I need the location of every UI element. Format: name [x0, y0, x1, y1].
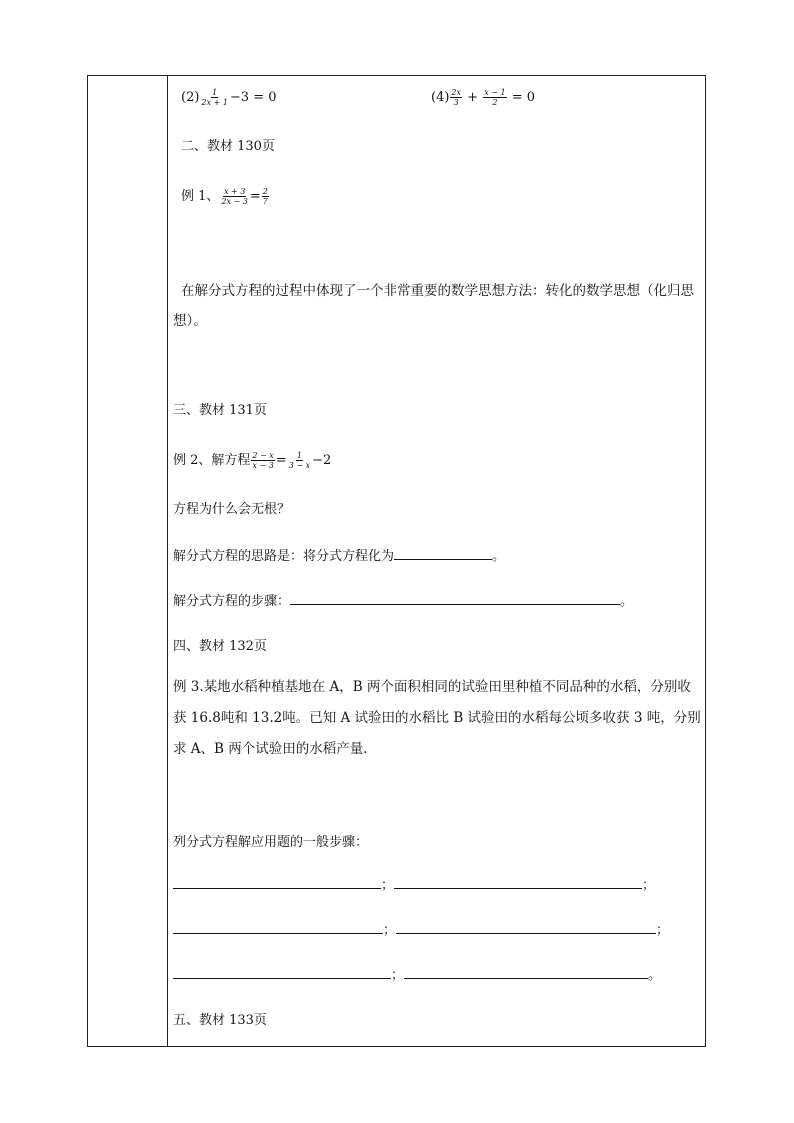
- fraction: [251, 451, 274, 470]
- numerator: 2x: [451, 88, 462, 97]
- fraction: [450, 88, 462, 107]
- answer-blank[interactable]: [173, 966, 391, 979]
- equation-2: [181, 88, 277, 108]
- example-1: [181, 187, 270, 207]
- separator: ；: [381, 878, 395, 893]
- fraction: [483, 88, 506, 107]
- equation-rest: = 0: [511, 90, 536, 105]
- answer-blank[interactable]: [173, 876, 381, 889]
- blank-row-2: [173, 921, 669, 941]
- section-heading-2: 二、教材 130页: [181, 139, 275, 154]
- denominator: 2: [492, 98, 498, 107]
- punctuation: 。: [620, 594, 634, 609]
- example-label: 例 1、: [181, 189, 220, 204]
- column-divider: [167, 75, 168, 1047]
- denominator: 7: [262, 197, 268, 206]
- separator: ；: [391, 968, 405, 983]
- blank-row-1: [173, 876, 655, 896]
- fraction: [262, 187, 269, 206]
- solving-idea: [173, 547, 505, 567]
- answer-blank[interactable]: [290, 592, 620, 605]
- question-no-root: 方程为什么会无根？: [173, 502, 291, 517]
- answer-blank[interactable]: [394, 547, 492, 560]
- numerator: 2: [262, 187, 268, 196]
- section-heading-5: 五、教材 133页: [173, 1013, 267, 1028]
- blank-row-3: [173, 966, 661, 986]
- solving-steps: [173, 592, 633, 612]
- numerator: 1: [212, 88, 218, 97]
- example-2: [173, 451, 331, 471]
- example-label: 例 2、解方程: [173, 453, 251, 468]
- idea-text: 解分式方程的思路是：将分式方程化为: [173, 549, 395, 564]
- equation-rest: −3 = 0: [229, 90, 277, 105]
- equation-label: (2): [181, 90, 200, 105]
- section-heading-3: 三、教材 131页: [173, 403, 267, 418]
- separator: ；: [656, 923, 670, 938]
- separator: ；: [383, 923, 397, 938]
- equals-sign: =: [249, 189, 261, 204]
- plus-sign: +: [467, 90, 479, 105]
- fraction: [200, 88, 228, 107]
- steps-text: 解分式方程的步骤：: [173, 594, 291, 609]
- numerator: x + 3: [223, 187, 246, 196]
- fraction: [220, 187, 248, 206]
- numerator: x − 1: [484, 88, 506, 97]
- denominator: 2x + 1: [201, 98, 228, 107]
- denominator: 3 − x: [288, 461, 311, 470]
- denominator: x − 3: [252, 461, 274, 470]
- equation-4: [431, 88, 535, 108]
- separator: ；: [642, 878, 656, 893]
- general-steps-heading: 列分式方程解应用题的一般步骤：: [173, 835, 369, 850]
- equals-sign: =: [275, 453, 287, 468]
- denominator: 2x − 3: [221, 197, 248, 206]
- punctuation: 。: [648, 968, 662, 983]
- answer-blank[interactable]: [394, 876, 642, 889]
- section-heading-4: 四、教材 132页: [173, 639, 267, 654]
- denominator: 3: [453, 98, 459, 107]
- answer-blank[interactable]: [404, 966, 648, 979]
- method-paragraph: 在解分式方程的过程中体现了一个非常重要的数学思想方法：转化的数学思想（化归思想）。: [173, 283, 694, 329]
- numerator: 2 − x: [252, 451, 274, 460]
- answer-blank[interactable]: [396, 921, 656, 934]
- fraction: [288, 451, 311, 470]
- equation-label: (4): [431, 90, 450, 105]
- example-3: 例 3.某地水稻种植基地在 A，B 两个面积相同的试验田里种植不同品种的水稻，分别收获 16.8吨和 13.2吨。已知 A 试验田的水稻比 B 试验田的水稻每公顷多收获 3 吨，分别求 A、B 两个试验田的水稻产量.: [173, 679, 701, 757]
- equation-rest: −2: [312, 453, 332, 468]
- punctuation: 。: [492, 549, 506, 564]
- numerator: 1: [296, 451, 302, 460]
- answer-blank[interactable]: [173, 921, 383, 934]
